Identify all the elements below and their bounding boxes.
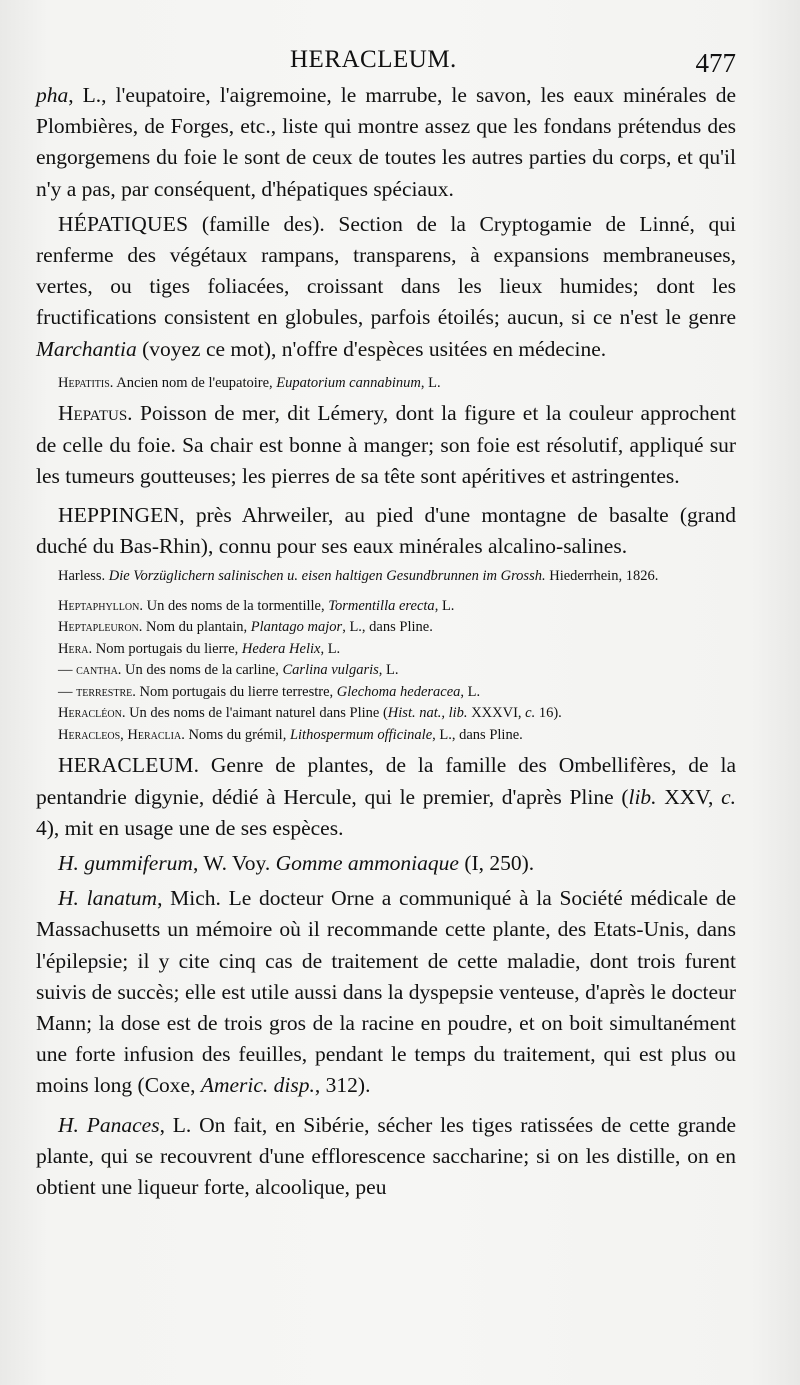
entry-hera-terrestre [36,682,736,704]
species-name: H. lanatum [58,886,158,911]
entry-text: , L. [420,374,441,391]
entry-text: . Genre de plantes, de la famille des Ombellifères, de la pentandrie digynie, dédié à Hercule, qui le premier, d'après Pline ( [36,753,736,809]
entry-text: , près Ahrweiler, au pied d'une montagne de basalte (grand duché du Bas-Rhin), connu pour ses eaux minérales alcalino-salines. [36,502,736,559]
entry-text: , L., dans Pline. [432,726,523,743]
entry-term: Heracleos, Heraclia [58,726,182,743]
entry-term: Hera [58,640,89,657]
entry-h-lanatum [36,883,736,1101]
entry-heracantha [36,660,736,682]
species-name: H. gummiferum [58,850,193,875]
entry-hepatitis [36,373,736,395]
reference: Americ. disp. [200,1073,315,1098]
entry-heracleon [36,703,736,725]
page-header [0,42,800,82]
entry-text: , L., l'eupatoire, l'aigremoine, le marrube, le savon, les eaux minérales de Plombières, de Forges, etc., liste qui montre assez que les fondans prétendus des engorgemens du foie le sont de ceux de toutes les autres parties du corps, et qu'il n'y a pas, par conséquent, d'hépatiques spéciaux. [36,83,736,201]
entry-text: , L. On fait, en Sibérie, sécher les tiges ratissées de cette grande plante, qui se recouvrent d'une efflorescence saccharine; si on les distille, on en obtient une liqueur forte, alcoolique, peu [36,1112,736,1199]
entry-term: Hepatitis [58,374,110,391]
latin-name: Hedera Helix [241,640,321,657]
entry-term: Hepatus [58,401,128,426]
ditto-dash: — [58,683,73,700]
entry-heptaphyllon [36,596,736,618]
entry-text: , L. [434,597,455,614]
entry-text: . Ancien nom de l'eupatoire, [109,374,277,391]
entry-term: cantha [76,662,118,679]
entry-hera [36,639,736,661]
entry-term: terrestre [76,683,133,700]
entry-term: Heracléon [58,705,122,722]
latin-name: Eupatorium cannabinum [276,374,421,391]
entry-text: 16). [535,705,562,722]
entry-heracleos [36,725,736,747]
entry-text: . Noms du grémil, [181,726,290,743]
entry-text: , L. [320,640,341,657]
entry-heptapleuron [36,617,736,639]
entry-term: HÉPATIQUES [58,211,189,236]
entry-text: 4), mit en usage une de ses espèces. [36,815,344,840]
lead-italic: pha [36,83,69,107]
latin-name: Plantago major [250,619,343,636]
entry-h-gummiferum [36,848,736,879]
entry-text: , Mich. Le docteur Orne a communiqué à la Société médicale de Massachusetts un mémoire où il recommande cette plante, des Etats-Unis, dans l'épilepsie; il y cite cinq cas de traitement de cette maladie, dont trois furent suivis de succès; elle est utile aussi dans la dyspepsie venteuse, d'après le docteur Mann; la dose est de trois gros de la racine en poudre, et on boit simultanément une forte infusion des feuilles, pendant le temps du traitement, qui est plus ou moins long (Coxe, [36,886,737,1098]
entry-heracleum [36,750,736,844]
entry-text: . Un des noms de la tormentille, [139,597,329,614]
reference: Gomme ammoniaque [275,850,459,875]
species-name: H. Panaces [58,1112,160,1137]
latin-name: Tormentilla erecta [328,597,435,614]
entry-text: , 312). [314,1073,371,1098]
entry-text: . Un des noms de la carline, [117,662,283,679]
ditto-dash: — [58,662,73,679]
genus-name: Marchantia [36,336,137,361]
entry-heppingen [36,500,736,562]
biblio-text: Hiederrhein, 1826. [545,568,659,585]
reference: Hist. nat., lib. [387,705,468,722]
entry-hepatiques [36,209,736,365]
entry-text: XXXVI, [467,705,526,722]
reference: c. [721,784,737,809]
entry-term: HERACLEUM [58,753,194,778]
biblio-author: Harless. [58,568,106,585]
reference: lib. [628,784,657,809]
entry-text: , L. [460,683,481,700]
page-number: 477 [695,48,736,78]
latin-name: Glechoma hederacea [336,683,461,700]
entry-hepatus [36,398,736,492]
entry-text: (I, 250). [458,850,535,875]
entry-text: . Nom portugais du lierre terrestre, [132,683,337,700]
entry-text: , L., dans Pline. [342,619,433,636]
entry-term: HEPPINGEN [58,502,180,527]
entry-text: . Nom portugais du lierre, [88,640,242,657]
entry-continuation [36,80,736,205]
entry-text: . Nom du plantain, [138,619,251,636]
latin-name: Lithospermum officinale [289,726,433,743]
entry-text: . Poisson de mer, dit Lémery, dont la figure et la couleur approchent de celle du foie. Sa chair est bonne à manger; son foie est résolutif, appliqué sur les tumeurs goutteuses; les pierres de sa tête sont apéritives et astringentes. [36,401,736,488]
page-body [36,80,736,1205]
entry-text: , W. Voy. [192,850,276,875]
biblio-title: Die Vorzüglichern salinischen u. eisen haltigen Gesundbrunnen im Grossh. [108,568,546,585]
bibliography-note [36,566,736,588]
entry-text: . Un des noms de l'aimant naturel dans Pline ( [121,705,388,722]
entry-h-panaces [36,1110,736,1204]
entry-text: , L. [378,662,399,679]
entry-text: (famille des). Section de la Cryptogamie de Linné, qui renferme des végétaux rampans, transparens, à expansions membraneuses, vertes, ou tiges foliacées, croissant dans les lieux humides; dont les fructifications consistent en globules, parfois étoilés; aucun, si ce n'est le genre [36,211,736,330]
reference: c. [525,705,536,722]
entry-term: Heptaphyllon [58,597,140,614]
entry-text: (voyez ce mot), n'offre d'espèces usitées en médecine. [136,336,607,361]
entry-term: Heptapleuron [58,619,139,636]
entry-text: XXV, [656,784,722,809]
running-title: HERACLEUM. [290,46,457,73]
latin-name: Carlina vulgaris [282,662,379,679]
